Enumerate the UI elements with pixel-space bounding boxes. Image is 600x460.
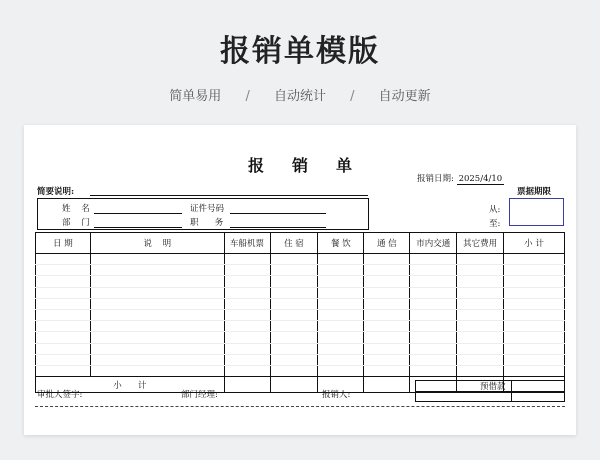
table-row[interactable] — [36, 365, 565, 376]
table-row[interactable] — [36, 298, 565, 309]
subtotal-label: 小 计 — [36, 377, 225, 393]
col-date: 日 期 — [36, 233, 91, 254]
table-row[interactable] — [36, 354, 565, 365]
id-label: 证件号码 — [190, 204, 225, 214]
separator: / — [245, 89, 250, 104]
separator: / — [350, 89, 355, 104]
subtotal-cell[interactable] — [224, 377, 270, 393]
brief-label: 简要说明: — [37, 187, 75, 197]
form-title-char: 报 — [247, 156, 264, 175]
col-transport-tickets: 车船机票 — [224, 233, 270, 254]
table-row[interactable] — [36, 309, 565, 320]
dept-manager-label: 部门经理: — [181, 390, 218, 400]
to-label: 至: — [489, 219, 501, 229]
subtotal-cell[interactable] — [270, 377, 318, 393]
feature-easy: 简单易用 — [169, 89, 222, 104]
expense-table — [35, 232, 565, 393]
table-row[interactable] — [36, 343, 565, 354]
table-row[interactable] — [36, 287, 565, 298]
valid-period-input[interactable] — [509, 198, 564, 226]
date-value[interactable]: 2025/4/10 — [458, 174, 503, 184]
table-row[interactable] — [36, 265, 565, 276]
reimbursement-form — [24, 125, 576, 435]
feature-auto-stats: 自动统计 — [273, 89, 326, 104]
position-label: 职 务 — [190, 218, 224, 228]
table-header-row — [36, 233, 565, 254]
table-row[interactable] — [36, 254, 565, 265]
advance-label: 预借款 — [480, 382, 506, 392]
approver-signature-label: 审批人签字: — [37, 390, 83, 400]
table-row[interactable] — [36, 276, 565, 287]
col-local-transport: 市内交通 — [410, 233, 457, 254]
position-input-line[interactable] — [230, 227, 326, 228]
col-description: 说 明 — [90, 233, 224, 254]
col-lodging: 住 宿 — [270, 233, 318, 254]
name-label: 姓 名 — [62, 204, 90, 214]
table-row[interactable] — [36, 332, 565, 343]
reimburser-label: 报销人: — [322, 390, 351, 400]
page-title: 报销单模版 — [220, 34, 380, 69]
date-field — [417, 172, 504, 185]
dept-label: 部 门 — [62, 218, 90, 228]
form-title-char: 单 — [336, 156, 353, 175]
dept-input-line[interactable] — [94, 227, 182, 228]
col-meals: 餐 饮 — [318, 233, 364, 254]
form-title-char: 销 — [291, 156, 308, 175]
col-other-costs: 其它费用 — [457, 233, 504, 254]
advance-box — [415, 380, 565, 402]
advance-divider — [511, 381, 512, 401]
brief-input-line[interactable] — [90, 195, 368, 196]
table-row[interactable] — [36, 321, 565, 332]
name-input-line[interactable] — [94, 213, 182, 214]
col-communication: 通 信 — [364, 233, 410, 254]
valid-period-label: 票据期限 — [517, 187, 552, 197]
feature-tagline — [0, 85, 600, 104]
subtotal-cell[interactable] — [364, 377, 410, 393]
cut-line — [35, 406, 565, 407]
from-label: 从: — [489, 205, 501, 215]
date-label: 报销日期: — [417, 174, 454, 184]
col-subtotal: 小 计 — [504, 233, 565, 254]
id-input-line[interactable] — [230, 213, 326, 214]
person-info-box — [37, 198, 369, 230]
feature-auto-update: 自动更新 — [378, 89, 431, 104]
